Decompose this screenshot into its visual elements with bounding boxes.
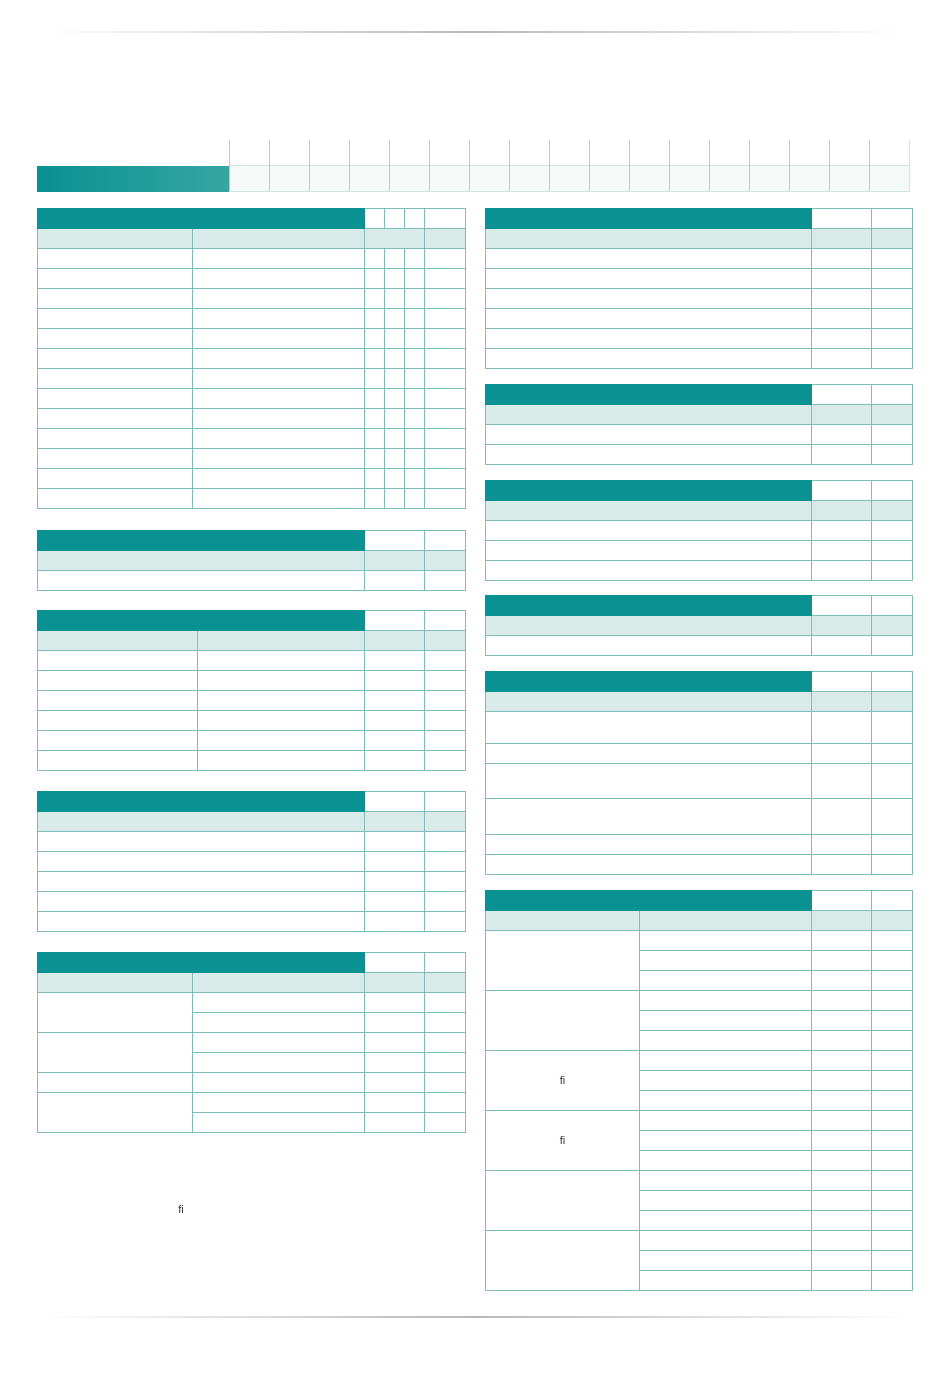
header-band: [37, 166, 229, 192]
table-l5: [37, 952, 466, 1133]
table-r5: [485, 671, 913, 875]
column-header-grid: [229, 140, 910, 192]
table-l2: [37, 530, 466, 591]
table-r2: [485, 384, 913, 465]
table-r6: [485, 890, 913, 1291]
table-r3: [485, 480, 913, 581]
table-r1: [485, 208, 913, 369]
bottom-divider: [40, 1316, 910, 1318]
top-divider: [40, 31, 910, 33]
footnote-glyph: fi: [178, 1204, 184, 1216]
table-r4: [485, 595, 913, 656]
group-label-1: fi: [486, 1051, 640, 1111]
table-l3: [37, 610, 466, 771]
table-l4: [37, 791, 466, 932]
group-label-2: fi: [486, 1111, 640, 1171]
table-l1: [37, 208, 466, 509]
